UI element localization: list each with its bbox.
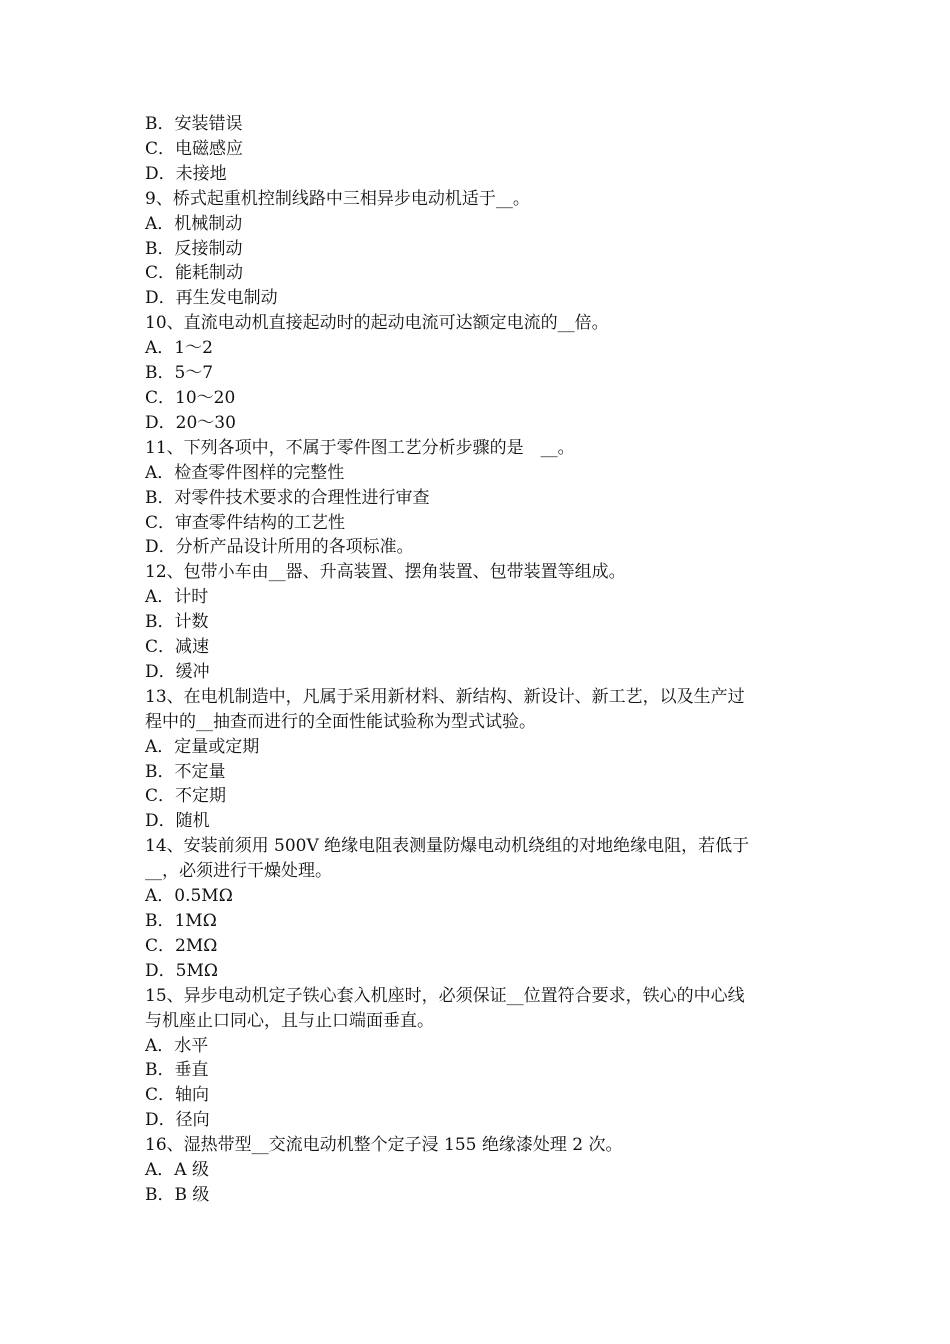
answer-option: C．审查零件结构的工艺性 — [145, 512, 346, 533]
answer-option: A．A 级 — [145, 1160, 209, 1181]
answer-option: C．电磁感应 — [145, 138, 244, 159]
question-text: 15、异步电动机定子铁心套入机座时，必须保证__位置符合要求，铁心的中心线 — [145, 985, 745, 1006]
answer-option: D．5MΩ — [145, 960, 218, 981]
answer-option: B．安装错误 — [145, 114, 243, 134]
answer-option: D．20～30 — [145, 412, 236, 433]
answer-option: B．对零件技术要求的合理性进行审查 — [145, 487, 430, 508]
answer-option: A．定量或定期 — [145, 736, 260, 757]
answer-option: B．不定量 — [145, 761, 226, 782]
answer-option: C．轴向 — [145, 1085, 210, 1106]
question-text: 16、湿热带型__交流电动机整个定子浸 155 绝缘漆处理 2 次。 — [145, 1135, 623, 1156]
answer-option: B．5～7 — [145, 363, 214, 384]
answer-option: A．检查零件图样的完整性 — [145, 462, 345, 483]
answer-option: A．1～2 — [145, 338, 213, 359]
answer-option: D．缓冲 — [145, 661, 210, 682]
answer-option: C．减速 — [145, 637, 210, 658]
answer-option: A．0.5MΩ — [145, 886, 233, 907]
question-text: 9、桥式起重机控制线路中三相异步电动机适于__。 — [145, 188, 530, 209]
question-text: 11、下列各项中，不属于零件图工艺分析步骤的是 __。 — [145, 437, 575, 458]
answer-option: B．B 级 — [145, 1184, 210, 1205]
answer-option: A．水平 — [145, 1035, 209, 1056]
question-text: 程中的__抽查而进行的全面性能试验称为型式试验。 — [145, 711, 536, 732]
answer-option: B．1MΩ — [145, 911, 217, 931]
answer-option: A．机械制动 — [145, 213, 243, 234]
document-page — [145, 112, 811, 1208]
question-text: __，必须进行干燥处理。 — [145, 861, 332, 882]
question-text: 与机座止口同心，且与止口端面垂直。 — [145, 1010, 434, 1031]
question-text: 14、安装前须用 500V 绝缘电阻表测量防爆电动机绕组的对地绝缘电阻，若低于 — [145, 836, 750, 857]
answer-option: B．反接制动 — [145, 238, 243, 259]
answer-option: D．再生发电制动 — [145, 288, 278, 309]
question-text: 13、在电机制造中，凡属于采用新材料、新结构、新设计、新工艺，以及生产过 — [145, 686, 745, 707]
answer-option: D．未接地 — [145, 163, 227, 184]
answer-option: D．随机 — [145, 811, 210, 832]
answer-option: C．不定期 — [145, 786, 227, 807]
question-text: 12、包带小车由__器、升高装置、摆角装置、包带装置等组成。 — [145, 562, 626, 583]
answer-option: D．径向 — [145, 1110, 210, 1131]
answer-option: A．计时 — [145, 587, 209, 608]
answer-option: C．2MΩ — [145, 935, 218, 956]
answer-option: D．分析产品设计所用的各项标准。 — [145, 537, 414, 558]
answer-option: C．10～20 — [145, 387, 236, 408]
answer-option: B．垂直 — [145, 1060, 209, 1081]
question-text: 10、直流电动机直接起动时的起动电流可达额定电流的__倍。 — [145, 313, 609, 334]
answer-option: C．能耗制动 — [145, 263, 244, 284]
answer-option: B．计数 — [145, 612, 209, 633]
